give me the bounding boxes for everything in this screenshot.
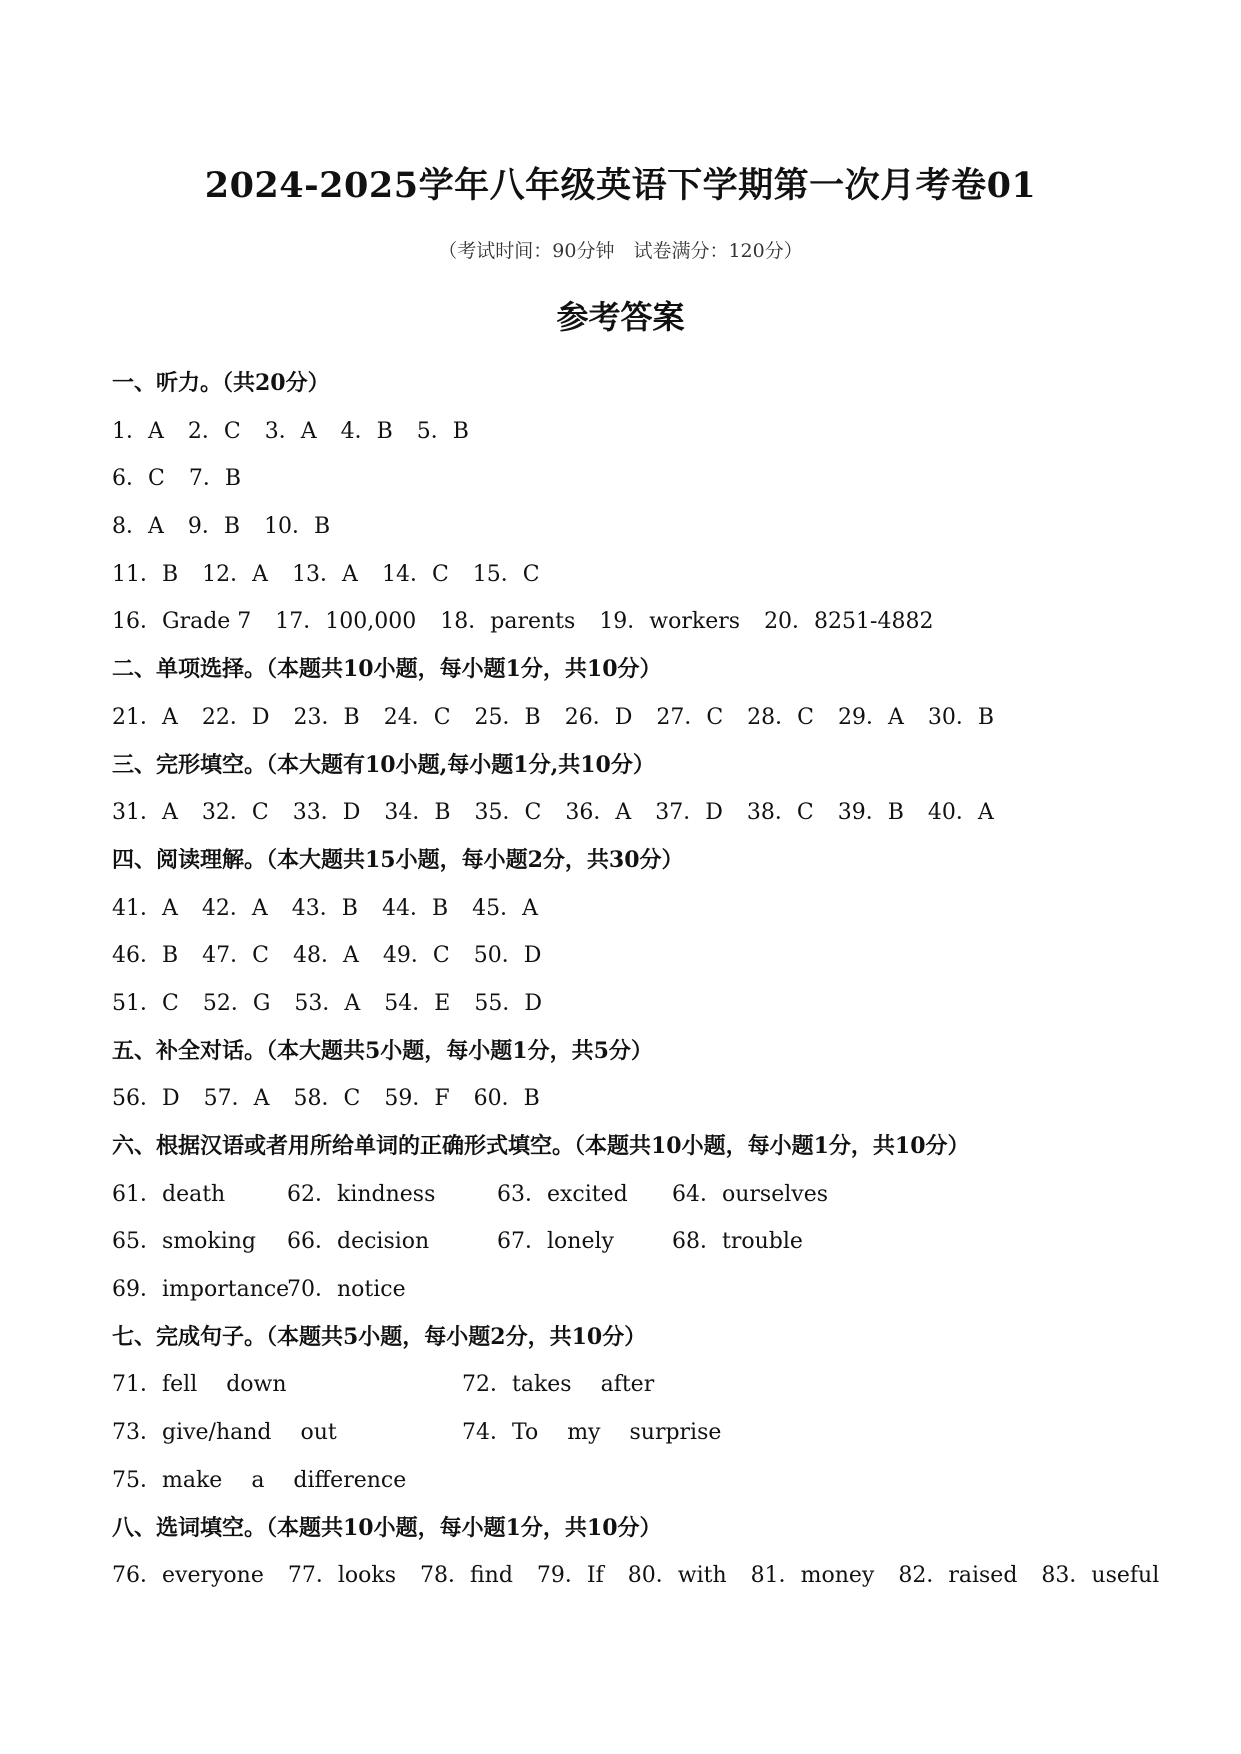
answer-item: 83．useful (1041, 1563, 1160, 1589)
answer-item: 71．fell down (112, 1372, 287, 1398)
answer-item: 69．importance (112, 1277, 290, 1303)
answer-key-heading: 参考答案 (556, 298, 685, 336)
answer-row (112, 1075, 1132, 1123)
answer-item: 59．F (384, 1086, 450, 1112)
answer-item: 73．give/hand out (112, 1420, 337, 1446)
answer-item: 44．B (381, 895, 449, 921)
answer-item: 42．A (201, 895, 268, 921)
answer-row (112, 503, 1132, 551)
answer-item: 24．C (383, 704, 451, 730)
answer-item: 43．B (291, 895, 358, 921)
answer-row (112, 1361, 1132, 1409)
answer-item: 46．B (112, 943, 179, 969)
answer-item: 31．A (112, 800, 178, 826)
answer-item: 75．make a difference (112, 1467, 407, 1493)
answer-row (112, 408, 1132, 456)
answer-item: 41．A (112, 895, 178, 921)
answer-item: 18．parents (440, 609, 576, 635)
answer-item: 66．decision (287, 1229, 430, 1255)
answer-item: 79．If (536, 1563, 604, 1589)
answer-item: 2．C (187, 418, 241, 444)
answer-item: 55．D (474, 990, 542, 1016)
answer-item: 80．with (627, 1563, 727, 1589)
answer-item: 9．B (187, 514, 241, 540)
answer-item: 58．C (293, 1086, 361, 1112)
answer-item: 37．D (655, 800, 723, 826)
answer-item: 13．A (292, 561, 358, 587)
answer-item: 82．raised (898, 1563, 1018, 1589)
answer-item: 21．A (112, 704, 178, 730)
answer-item: 25．B (474, 704, 541, 730)
answer-item: 52．G (202, 990, 271, 1016)
answer-item: 35．C (474, 800, 542, 826)
section-heading: 二、单项选择。（本题共10小题，每小题1分，共10分） (112, 656, 662, 683)
answer-item: 3．A (264, 418, 317, 444)
answer-row (112, 694, 1132, 742)
answer-item: 26．D (564, 704, 633, 730)
answer-item: 6．C (112, 466, 165, 492)
answer-item: 28．C (747, 704, 814, 730)
answer-item: 7．B (188, 466, 242, 492)
section-heading: 四、阅读理解。（本大题共15小题，每小题2分，共30分） (112, 846, 684, 873)
answer-item: 36．A (565, 800, 632, 826)
answer-item: 40．A (927, 800, 994, 826)
answer-item: 34．B (384, 800, 451, 826)
answer-item: 11．B (112, 561, 179, 587)
answer-item: 27．C (656, 704, 724, 730)
answer-item: 60．B (473, 1086, 540, 1112)
answer-item: 68．trouble (672, 1229, 803, 1255)
answer-item: 61．death (112, 1181, 226, 1207)
answer-item: 23．B (293, 704, 360, 730)
answer-item: 32．C (201, 800, 269, 826)
answer-item: 48．A (293, 943, 359, 969)
answer-item: 38．C (746, 800, 814, 826)
answer-item: 29．A (838, 704, 904, 730)
answer-item: 74．To my surprise (462, 1420, 722, 1446)
answer-row (112, 598, 1132, 646)
answer-item: 14．C (381, 561, 449, 587)
answer-item: 70．notice (287, 1277, 406, 1303)
answer-item: 39．B (837, 800, 904, 826)
answer-item: 65．smoking (112, 1229, 257, 1255)
answer-item: 1．A (112, 418, 164, 444)
answer-row (112, 551, 1132, 599)
section-heading: 一、听力。（共20分） (112, 370, 330, 396)
answer-item: 47．C (202, 943, 269, 969)
answer-item: 72．takes after (462, 1372, 655, 1398)
answer-content (112, 360, 1160, 1600)
answer-item: 5．B (416, 418, 469, 444)
answer-item: 19．workers (599, 609, 741, 635)
answer-row (112, 1266, 1132, 1314)
section-heading: 三、完形填空。（本大题有10小题,每小题1分,共10分） (112, 751, 655, 778)
answer-item: 17．100,000 (275, 609, 417, 635)
exam-info: （考试时间：90分钟 试卷满分：120分） (438, 240, 803, 262)
section-heading: 六、根据汉语或者用所给单词的正确形式填空。（本题共10小题，每小题1分，共10分） (112, 1133, 970, 1159)
answer-row (112, 789, 1132, 837)
answer-item: 57．A (203, 1086, 270, 1112)
answer-row (112, 980, 1132, 1028)
answer-row (112, 932, 1132, 980)
answer-item: 53．A (294, 990, 361, 1016)
answer-item: 10．B (264, 514, 331, 540)
answer-item: 67．lonely (497, 1229, 614, 1255)
answer-row (112, 1171, 1132, 1219)
answer-row (112, 1218, 1132, 1266)
answer-item: 78．find (420, 1563, 513, 1589)
answer-item: 62．kindness (287, 1181, 436, 1207)
answer-item: 33．D (292, 800, 361, 826)
answer-row (112, 885, 1132, 933)
page-title: 2024-2025学年八年级英语下学期第一次月考卷01 (204, 165, 1037, 206)
answer-item: 63．excited (497, 1181, 628, 1207)
answer-row (112, 1552, 1160, 1600)
answer-item: 54．E (384, 990, 451, 1016)
answer-item: 22．D (201, 704, 270, 730)
answer-item: 77．looks (287, 1563, 396, 1589)
section-heading: 五、补全对话。（本大题共5小题，每小题1分，共5分） (112, 1037, 653, 1064)
answer-item: 4．B (340, 418, 393, 444)
answer-item: 50．D (473, 943, 542, 969)
answer-item: 8．A (112, 514, 164, 540)
section-heading: 七、完成句子。（本题共5小题，每小题2分，共10分） (112, 1323, 647, 1350)
answer-item: 45．A (472, 895, 539, 921)
answer-item: 15．C (472, 561, 540, 587)
answer-item: 12．A (202, 561, 269, 587)
answer-row (112, 455, 1132, 503)
answer-item: 64．ourselves (672, 1181, 829, 1207)
answer-item: 81．money (750, 1563, 875, 1589)
answer-item: 20．8251-4882 (764, 609, 934, 635)
section-heading: 八、选词填空。（本题共10小题，每小题1分，共10分） (112, 1514, 662, 1541)
answer-item: 76．everyone (112, 1563, 264, 1589)
answer-item: 56．D (112, 1086, 180, 1112)
answer-row (112, 1457, 1132, 1505)
answer-item: 30．B (927, 704, 995, 730)
answer-item: 49．C (382, 943, 450, 969)
answer-row (112, 1409, 1132, 1457)
answer-item: 16．Grade 7 (112, 609, 252, 635)
answer-item: 51．C (112, 990, 179, 1016)
